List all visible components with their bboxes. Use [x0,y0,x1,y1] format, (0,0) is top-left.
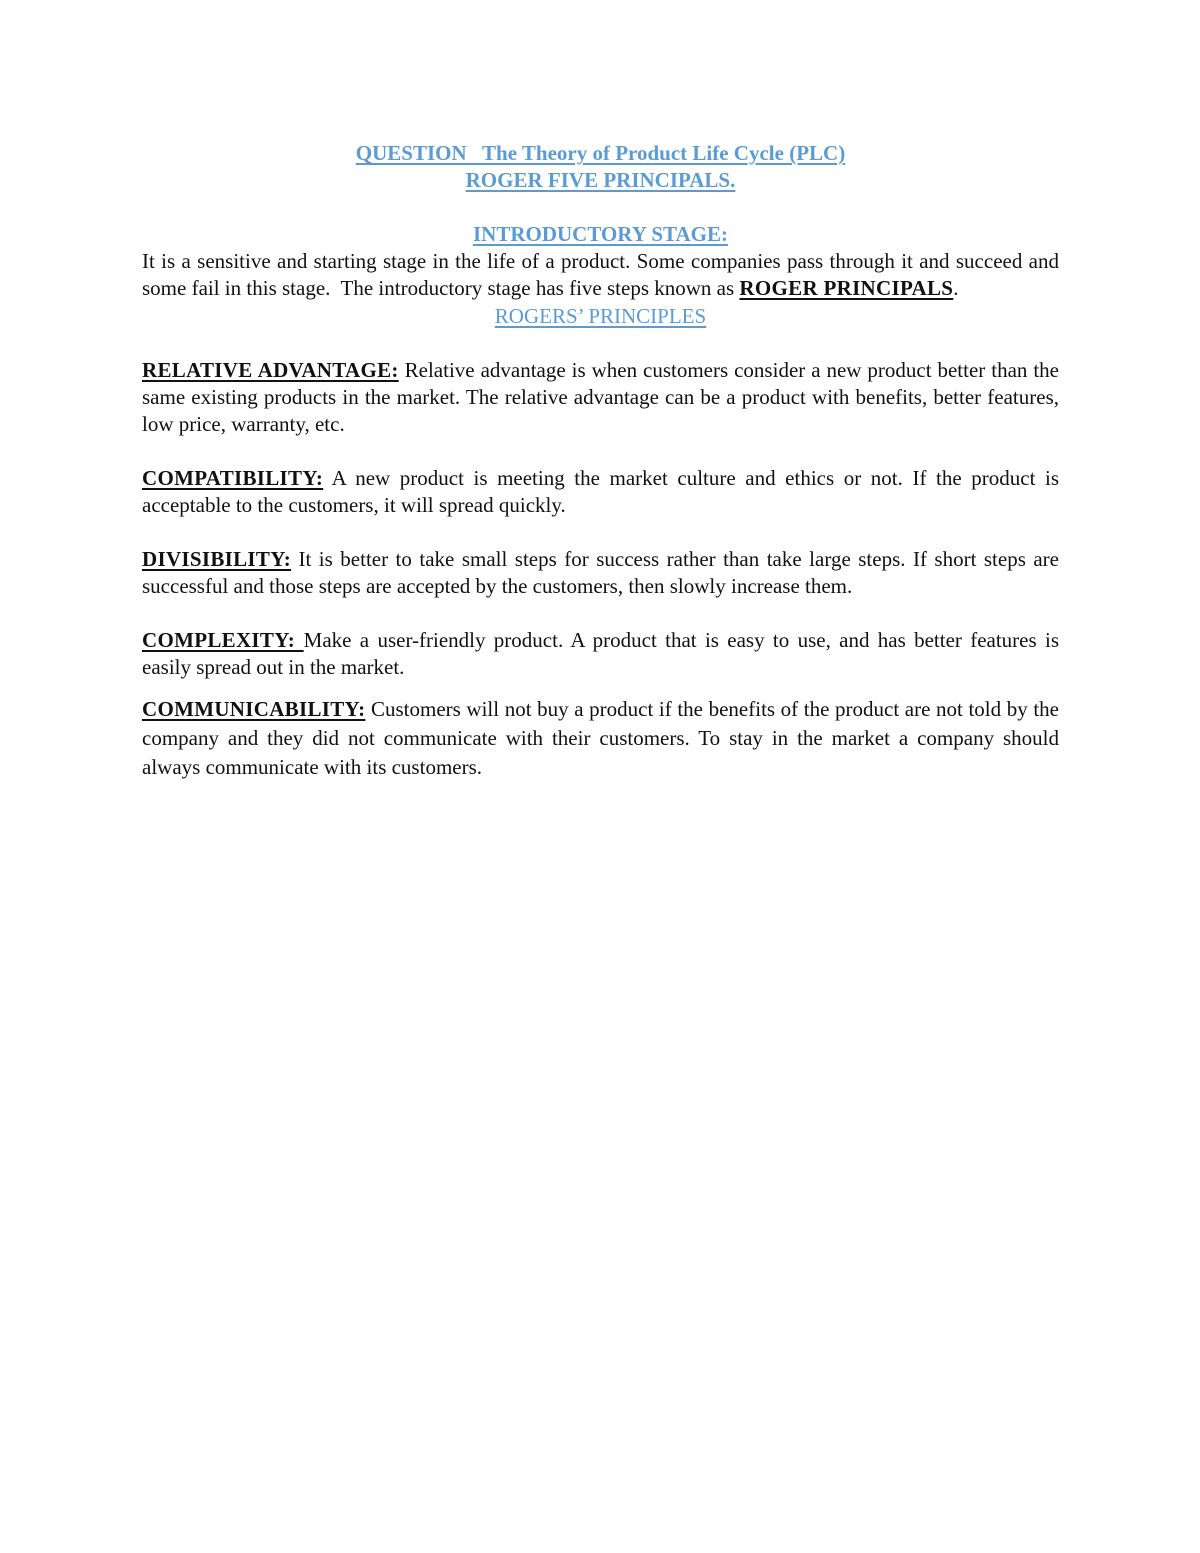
intro-heading: INTRODUCTORY STAGE: [473,222,728,246]
principle-text: A new product is meeting the market culture and ethics or not. If the product is acceptable to the customers, it will spread quickly. [142,466,1059,517]
intro-paragraph [142,248,1065,302]
principle-relative-advantage [142,357,1059,438]
intro-text: It is a sensitive and starting stage in the life of a product. Some companies pass through it and succeed and some fail in this stage. The introductory stage has five steps known as [142,249,1065,300]
intro-heading-wrap [142,221,1059,248]
principle-compatibility [142,465,1059,519]
principle-text: It is better to take small steps for success rather than take large steps. If short steps are successful and those steps are accepted by the customers, then slowly increase them. [142,547,1059,598]
principle-text: Make a user-friendly product. A product that is easy to use, and has better features is easily spread out in the market. [142,628,1059,679]
spacer [142,330,1059,357]
document-title [142,140,1059,194]
principles-heading-wrap [142,303,1059,330]
spacer [142,681,1059,695]
principle-term: COMMUNICABILITY: [142,697,366,721]
spacer [142,600,1059,627]
intro-text-end: . [953,276,959,300]
principle-term: RELATIVE ADVANTAGE: [142,358,399,382]
title-line-2: ROGER FIVE PRINCIPALS. [465,168,736,192]
document-body [142,140,1065,782]
principle-communicability [142,695,1059,782]
intro-emphasis: ROGER PRINCIPALS [739,276,954,300]
principle-term: COMPATIBILITY: [142,466,324,490]
principles-heading: ROGERS’ PRINCIPLES [494,304,707,328]
principle-divisibility [142,546,1059,600]
spacer [142,438,1059,465]
principle-text: Relative advantage is when customers consider a new product better than the same existing products in the market. The relative advantage can be a product with benefits, better features, low price, warranty, etc. [142,358,1059,436]
spacer [142,194,1059,221]
principle-complexity [142,627,1059,681]
spacer [142,519,1059,546]
title-line-1: QUESTION The Theory of Product Life Cycle (PLC) [355,141,846,165]
principle-term: DIVISIBILITY: [142,547,292,571]
principle-text: Customers will not buy a product if the benefits of the product are not told by the company and they did not communicate with their customers. To stay in the market a company should always communicate with its customers. [142,697,1059,779]
principle-term: COMPLEXITY: [142,628,304,652]
